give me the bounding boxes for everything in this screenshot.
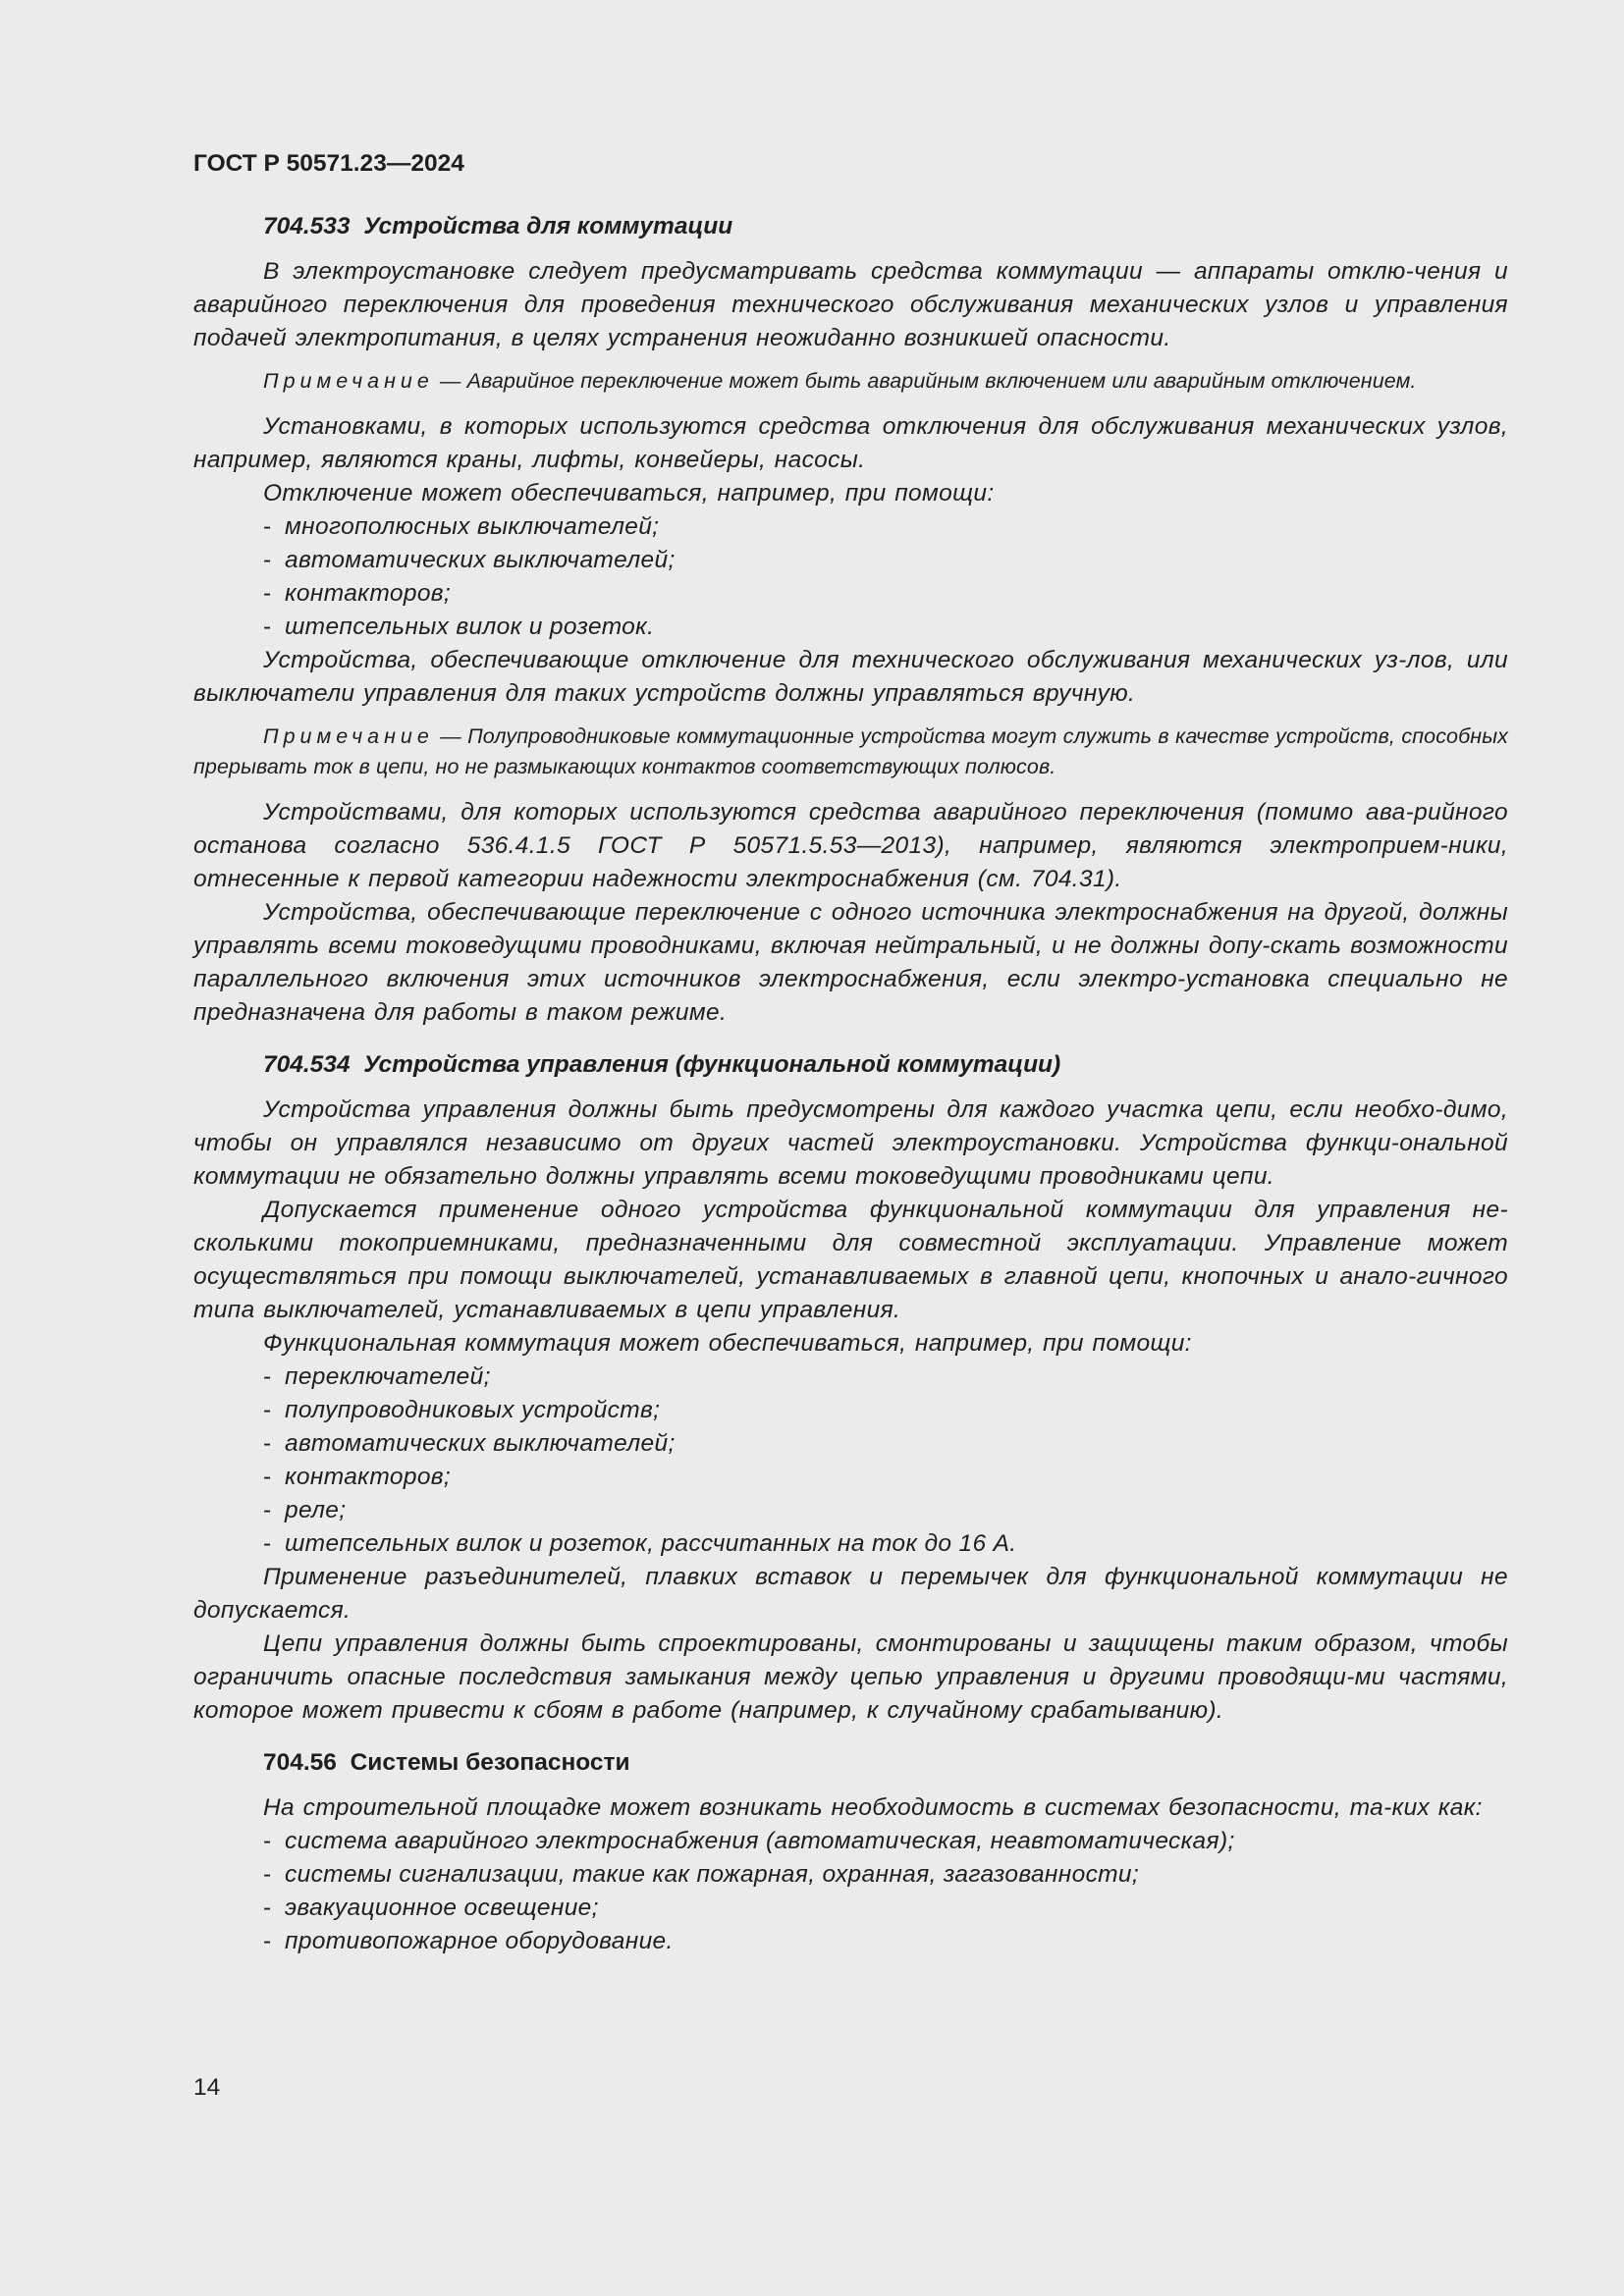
- list-item: - штепсельных вилок и розеток.: [263, 614, 655, 640]
- list-item: - система аварийного электроснабжения (автоматическая, неавтоматическая);: [263, 1828, 1235, 1854]
- paragraph: Устройства, обеспечивающие переключение с одного источника электроснабжения на другой, должны управлять всеми токоведущими проводниками, включая нейтральный, и не должны допу-скать возможности параллельного включения этих источников электроснабжения, если электро-установка специально не предназначена для работы в таком режиме.: [193, 899, 1508, 1026]
- section-number: 704.534: [263, 1051, 351, 1078]
- document-page: [193, 147, 1508, 1958]
- list-item: - многополюсных выключателей;: [263, 513, 660, 540]
- paragraph: В электроустановке следует предусматривать средства коммутации — аппараты отклю-чения и аварийного переключения для проведения технического обслуживания механических узлов и управления подачей электропитания, в целях устранения неожиданно возникшей опасности.: [193, 258, 1508, 351]
- list-item: - противопожарное оборудование.: [263, 1928, 674, 1954]
- paragraph: Установками, в которых используются средства отключения для обслуживания механических узлов, например, являются краны, лифты, конвейеры, насосы.: [193, 413, 1508, 473]
- note: [193, 366, 1508, 397]
- note-text: — Аварийное переключение может быть аварийным включением или аварийным отключением.: [433, 369, 1417, 393]
- section-heading-704-56: [193, 1747, 1508, 1779]
- note-label: Примечание: [263, 724, 434, 748]
- paragraph: Устройствами, для которых используются средства аварийного переключения (помимо ава-рийного останова согласно 536.4.1.5 ГОСТ Р 50571.5.53—2013), например, являются электроприем-ники, отнесенные к первой категории надежности электроснабжения (см. 704.31).: [193, 799, 1508, 892]
- paragraph: Применение разъединителей, плавких вставок и перемычек для функциональной коммутации не допускается.: [193, 1564, 1508, 1624]
- list-item: - автоматических выключателей;: [263, 547, 676, 573]
- paragraph: Устройства управления должны быть предусмотрены для каждого участка цепи, если необхо-димо, чтобы он управлялся независимо от других частей электроустановки. Устройства функци-ональной коммутации не обязательно должны управлять всеми токоведущими проводниками цепи.: [193, 1096, 1508, 1190]
- paragraph: Функциональная коммутация может обеспечиваться, например, при помощи:: [263, 1330, 1192, 1357]
- page-number: 14: [193, 2074, 221, 2101]
- section-title: Системы безопасности: [350, 1749, 630, 1776]
- document-code: ГОСТ Р 50571.23—2024: [193, 150, 464, 177]
- section-heading-704-533: [193, 211, 1508, 242]
- list-item: - системы сигнализации, такие как пожарная, охранная, загазованности;: [263, 1861, 1140, 1888]
- section-title: Устройства управления (функциональной коммутации): [363, 1051, 1061, 1078]
- note-text: — Полупроводниковые коммутационные устройства могут служить в качестве устройств, способных прерывать ток в цепи, но не размыкающих контактов соответствующих полюсов.: [193, 724, 1508, 778]
- list-item: - полупроводниковых устройств;: [263, 1397, 661, 1423]
- list-item: - эвакуационное освещение;: [263, 1895, 599, 1921]
- paragraph: Цепи управления должны быть спроектированы, смонтированы и защищены таким образом, чтобы ограничить опасные последствия замыкания между цепью управления и другими проводящи-ми частями, которое может привести к сбоям в работе (например, к случайному срабатыванию).: [193, 1630, 1508, 1724]
- paragraph: Отключение может обеспечиваться, например, при помощи:: [263, 480, 995, 507]
- list-item: - штепсельных вилок и розеток, рассчитанных на ток до 16 А.: [263, 1530, 1017, 1557]
- list-item: - контакторов;: [263, 580, 452, 607]
- paragraph: Допускается применение одного устройства функциональной коммутации для управления не-сколькими токоприемниками, предназначенными для совместной эксплуатации. Управление может осуществляться при помощи выключателей, устанавливаемых в главной цепи, кнопочных и анало-гичного типа выключателей, устанавливаемых в цепи управления.: [193, 1197, 1508, 1323]
- note: [193, 721, 1508, 782]
- list-item: - контакторов;: [263, 1464, 452, 1490]
- paragraph: Устройства, обеспечивающие отключение для технического обслуживания механических уз-лов, или выключатели управления для таких устройств должны управляться вручную.: [193, 647, 1508, 707]
- section-number: 704.533: [263, 213, 351, 240]
- section-number: 704.56: [263, 1749, 337, 1776]
- note-label: Примечание: [263, 369, 434, 393]
- list-item: - автоматических выключателей;: [263, 1430, 676, 1457]
- section-heading-704-534: [193, 1049, 1508, 1081]
- list-item: - реле;: [263, 1497, 347, 1523]
- list-item: - переключателей;: [263, 1363, 491, 1390]
- paragraph: На строительной площадке может возникать необходимость в системах безопасности, та-ких как:: [263, 1794, 1483, 1821]
- section-title: Устройства для коммутации: [363, 213, 733, 240]
